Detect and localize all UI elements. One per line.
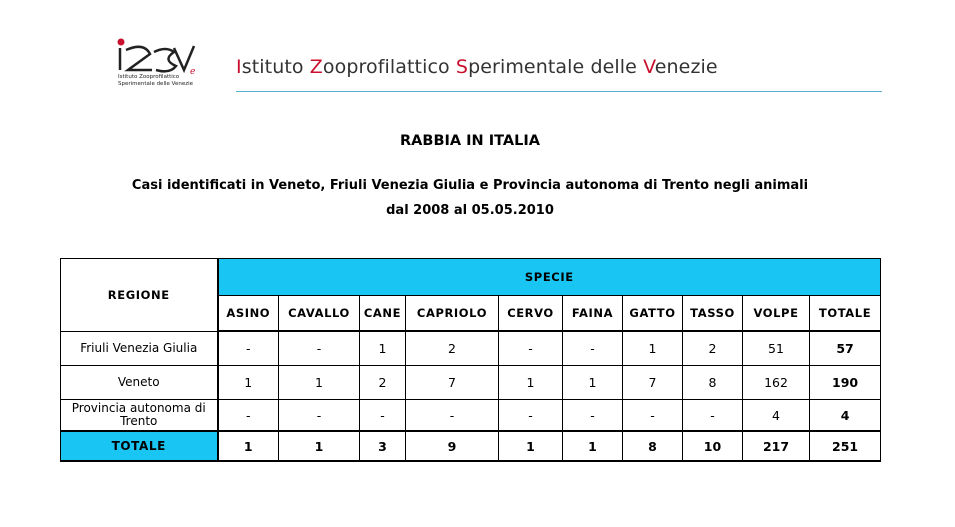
column-header: CAVALLO [279,296,360,332]
table-cell: - [218,331,279,366]
table-cell: 2 [360,366,406,400]
subtitle-line-2: dal 2008 al 05.05.2010 [386,203,554,218]
table-cell: - [683,400,743,432]
column-header: TASSO [683,296,743,332]
table-row [61,366,881,400]
table-cell: - [406,400,499,432]
table-cell: 4 [743,400,810,432]
institute-name-rest-1: stituto [241,56,310,78]
logo-caption [118,74,193,88]
column-header: CANE [360,296,406,332]
institute-name [236,56,718,78]
table-cell: - [623,400,683,432]
total-row [61,431,881,461]
table-cell: 7 [406,366,499,400]
total-cell: 217 [743,431,810,461]
table-cell: 1 [623,331,683,366]
table-row [61,400,881,432]
table-cell: 1 [218,366,279,400]
total-cell: 1 [279,431,360,461]
total-cell: 8 [623,431,683,461]
column-header: VOLPE [743,296,810,332]
table-cell: - [279,331,360,366]
logo-caption-line2: Sperimentale delle Venezie [118,81,194,87]
institute-name-rest-4: enezie [654,56,718,78]
institute-name-cap-3: S [455,56,469,78]
total-cell: 1 [499,431,563,461]
institute-name-rest-3: perimentale delle [468,56,644,78]
institute-name-cap-4: V [643,56,655,78]
table-row [61,331,881,366]
table-cell: - [499,331,563,366]
subtitle-line-1: Casi identificati in Veneto, Friuli Venezia Giulia e Provincia autonoma di Trento negli animali [131,178,809,193]
table-cell: 51 [743,331,810,366]
svg-text:e: e [190,67,196,77]
total-cell: 3 [360,431,406,461]
column-header: ASINO [218,296,279,332]
table-cell: 2 [406,331,499,366]
table-cell: 162 [743,366,810,400]
total-label: TOTALE [61,431,218,461]
table-cell: 7 [623,366,683,400]
institute-name-cap-2: Z [309,56,323,78]
table-cell: - [563,400,623,432]
region-cell: Friuli Venezia Giulia [61,331,218,366]
region-cell: Provincia autonoma di Trento [61,400,218,432]
column-header: GATTO [623,296,683,332]
total-cell: 1 [563,431,623,461]
column-header: FAINA [563,296,623,332]
institute-name-rest-2: ooprofilattico [322,56,456,78]
header-divider [236,91,882,92]
page-title: RABBIA IN ITALIA [400,133,540,149]
table-cell: 1 [563,366,623,400]
species-header: SPECIE [218,259,881,296]
institute-name-cap-1: I [236,56,242,78]
rabies-cases-table [60,258,881,462]
total-cell: 1 [218,431,279,461]
region-cell: Veneto [61,366,218,400]
row-total-cell: 57 [810,331,881,366]
logo-caption-line1: Istituto Zooprofilattico [118,74,180,80]
table-cell: 1 [360,331,406,366]
table-cell: 1 [499,366,563,400]
table-cell: 8 [683,366,743,400]
table-cell: 1 [279,366,360,400]
table-cell: - [279,400,360,432]
table-cell: - [499,400,563,432]
row-total-cell: 4 [810,400,881,432]
column-header: CAPRIOLO [406,296,499,332]
row-total-cell: 190 [810,366,881,400]
table-cell: 2 [683,331,743,366]
table-cell: - [360,400,406,432]
total-cell: 9 [406,431,499,461]
column-header: TOTALE [810,296,881,332]
region-header: REGIONE [61,259,218,332]
column-header: CERVO [499,296,563,332]
total-cell: 10 [683,431,743,461]
table-cell: - [563,331,623,366]
table-cell: - [218,400,279,432]
grand-total-cell: 251 [810,431,881,461]
